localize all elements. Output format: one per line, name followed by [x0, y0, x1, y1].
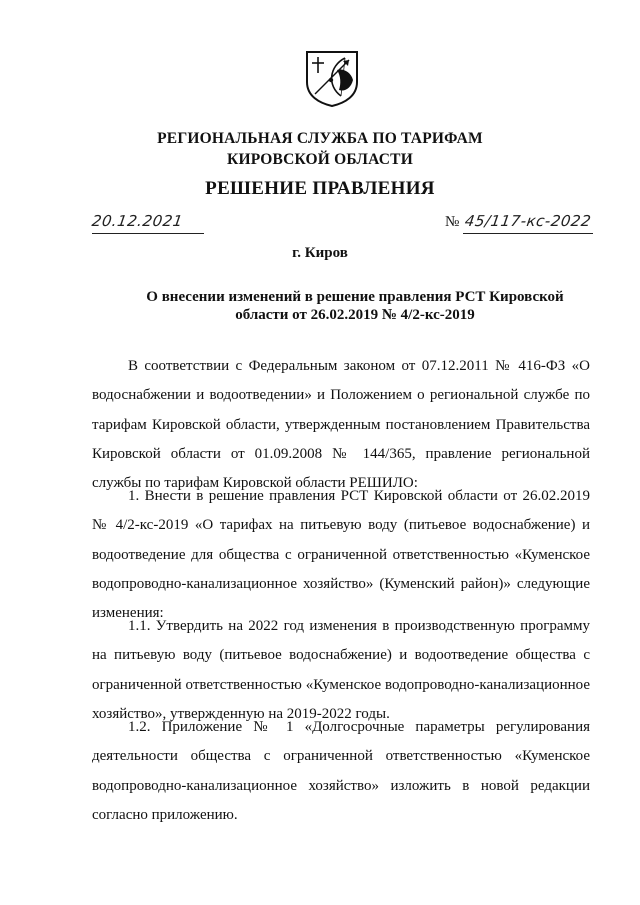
text-line: тарифам Кировской области, утвержденным постановлением Правительства — [92, 416, 590, 433]
text-line: 1.1. Утвердить на 2022 год изменения в производственную программу — [128, 618, 590, 634]
text-line: 1.2. Приложение № 1 «Долгосрочные параметры регулирования — [128, 719, 590, 735]
text-line: водопроводно-канализационное хозяйство» изложить в новой редакции — [92, 777, 590, 794]
organization-name-line-1: РЕГИОНАЛЬНАЯ СЛУЖБА ПО ТАРИФАМ — [157, 130, 483, 147]
text-line: водопроводно-канализационное хозяйство» (Куменский район)» следующие — [92, 575, 590, 592]
text-line: хозяйство», утвержденную на 2019-2022 годы. — [92, 705, 390, 722]
coat-of-arms-icon — [301, 48, 363, 108]
date-value: 20.12.2021 — [90, 212, 185, 230]
city: г. Киров — [292, 245, 348, 261]
number-underline — [463, 233, 593, 234]
text-line: № 4/2-кс-2019 «О тарифах на питьевую воду (питьевое водоснабжение) и — [92, 517, 590, 534]
paragraph-item-1 — [92, 482, 590, 628]
number-sign: № — [445, 214, 460, 230]
text-line: изменения: — [92, 605, 164, 622]
decision-number — [445, 212, 595, 240]
paragraph-item-1-2 — [92, 713, 590, 830]
text-line: водоотведение для общества с ограниченной ответственностью «Куменское — [92, 546, 590, 563]
organization-name-line-2: КИРОВСКОЙ ОБЛАСТИ — [227, 151, 413, 168]
text-line: ограниченной ответственностью «Куменское водопроводно-канализационное — [92, 676, 590, 693]
document-title: РЕШЕНИЕ ПРАВЛЕНИЯ — [205, 178, 435, 199]
text-line: службы по тарифам Кировской области РЕШИЛО: — [92, 475, 418, 492]
paragraph-preamble — [92, 352, 590, 498]
paragraph-item-1-1 — [92, 612, 590, 729]
date-underline — [92, 233, 204, 234]
text-line: 1. Внести в решение правления РСТ Кировской области от 26.02.2019 — [128, 488, 590, 504]
number-value: 45/117-кс-2022 — [463, 212, 593, 230]
text-line: на питьевую воду (питьевое водоснабжение) и водоотведение общества с — [92, 647, 590, 664]
text-line: деятельности общества с ограниченной ответственностью «Куменское — [92, 748, 590, 765]
subject-line-2: области от 26.02.2019 № 4/2-кс-2019 — [235, 307, 475, 323]
decision-date — [92, 212, 204, 240]
text-line: В соответствии с Федеральным законом от 07.12.2011 № 416-ФЗ «О — [128, 358, 590, 374]
text-line: согласно приложению. — [92, 806, 238, 823]
text-line: водоснабжении и водоотведении» и Положением о региональной службе по — [92, 387, 590, 404]
subject-line-1: О внесении изменений в решение правления РСТ Кировской — [146, 289, 564, 305]
text-line: Кировской области от 01.09.2008 № 144/365, правление региональной — [92, 445, 590, 462]
document-subject — [130, 288, 580, 324]
